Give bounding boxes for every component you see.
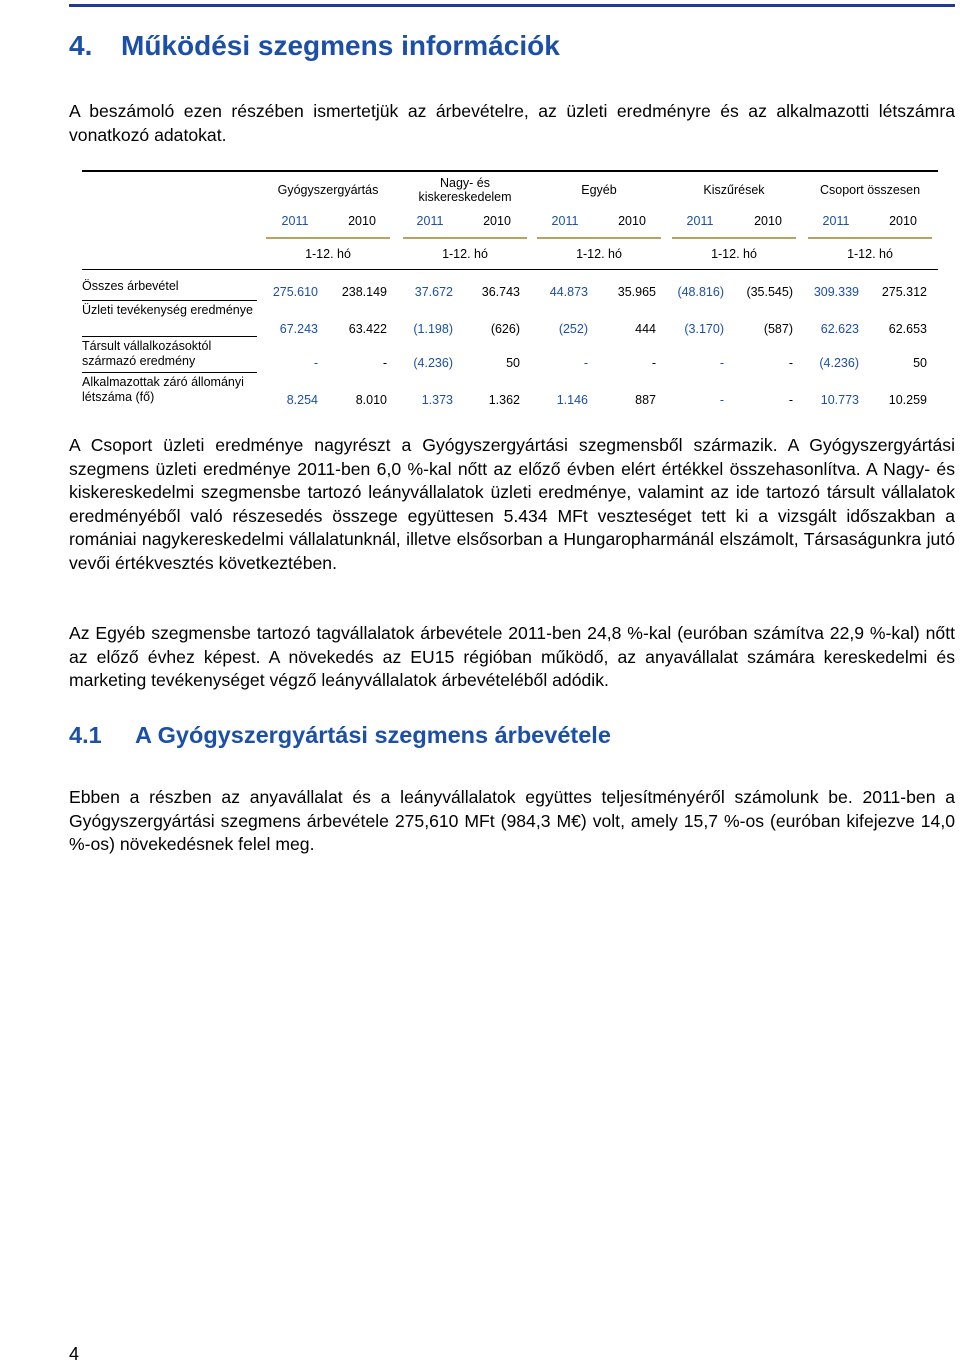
table-cell: -: [788, 356, 793, 370]
table-cell: 35.965: [617, 285, 656, 299]
row-label-headcount: Alkalmazottak záró állományi létszáma (fő): [82, 375, 244, 404]
subsection-title: A Gyógyszergyártási szegmens árbevétele: [135, 722, 611, 748]
year-header: 2011: [551, 214, 579, 228]
table-cell: 444: [635, 322, 656, 336]
segment-underline: [537, 237, 661, 239]
table-cell: 50: [913, 356, 927, 370]
table-cell: -: [382, 356, 387, 370]
table-cell: 8.010: [355, 393, 387, 407]
table-cell: -: [583, 356, 588, 370]
table-cell: -: [719, 356, 724, 370]
table-cell: (1.198): [413, 322, 453, 336]
year-header: 2010: [618, 214, 646, 228]
year-header: 2011: [686, 214, 714, 228]
year-header: 2010: [754, 214, 782, 228]
segment-underline: [266, 237, 390, 239]
page-number: 4: [69, 1344, 80, 1364]
segment-underline: [403, 237, 527, 239]
table-cell: 62.653: [888, 322, 927, 336]
table-cell: 10.259: [888, 393, 927, 407]
table-cell: (626): [490, 322, 520, 336]
table-cell: (4.236): [819, 356, 859, 370]
segment-table: [0, 0, 960, 420]
table-cell: 1.373: [421, 393, 453, 407]
table-cell: 10.773: [820, 393, 859, 407]
row-rule-2: [82, 336, 257, 337]
period-header: 1-12. hó: [442, 247, 488, 261]
table-cell: -: [788, 393, 793, 407]
table-top-rule: [82, 170, 938, 172]
table-cell: 1.146: [556, 393, 588, 407]
table-cell: 50: [506, 356, 520, 370]
paragraph-group-result: A Csoport üzleti eredménye nagyrészt a Gyógyszergyártási szegmensből származik. A Gyógyszergyártási szegmens üzleti eredménye 2011-ben 6,0 %-kal nőtt az előző évben elért értékkel összehasonlítva. A Nagy- és kiskereskedelmi szegmensbe tartozó leányvállalatok üzleti eredménye, valamint az ide tartozó társult vállalatok eredményéből való részesedés összege együttesen 5.434 MFt veszteséget tett ki a vizsgált időszakban a romániai nagykereskedelmi vállalatunknál, illetve elsősorban a Hungaropharmánál elszámolt, Társaságunkra jutó vevői értékvesztés következtében.: [69, 435, 955, 573]
paragraph-pharma-revenue: Ebben a részben az anyavállalat és a leányvállalatok együttes teljesítményéről számolunk be. 2011-ben a Gyógyszergyártási szegmens árbevétele 275,610 MFt (984,3 M€) volt, amely 15,7 %-os (euróban kifejezve 14,0 %-os) növekedésnek felel meg.: [69, 787, 955, 855]
subsection-heading: [69, 722, 611, 749]
segment-header-wholesale: Nagy- és kiskereskedelem: [418, 176, 512, 204]
table-cell: 238.149: [341, 285, 387, 299]
row-label-operating-profit: Üzleti tevékenység eredménye: [82, 303, 253, 317]
year-header: 2011: [281, 214, 309, 228]
segment-header-pharma: Gyógyszergyártás: [277, 183, 379, 197]
table-cell: 62.623: [820, 322, 859, 336]
row-label-associates: Társult vállalkozásoktól származó eredmény: [82, 339, 212, 368]
table-cell: 887: [635, 393, 656, 407]
table-cell: 8.254: [286, 393, 318, 407]
period-header: 1-12. hó: [305, 247, 351, 261]
table-cell: 36.743: [481, 285, 520, 299]
segment-underline: [808, 237, 932, 239]
table-cell: -: [651, 356, 656, 370]
period-header: 1-12. hó: [576, 247, 622, 261]
row-label-revenue: Összes árbevétel: [82, 279, 179, 293]
table-cell: 275.312: [881, 285, 927, 299]
year-header: 2010: [483, 214, 511, 228]
table-cell: (35.545): [746, 285, 793, 299]
intro-paragraph: A beszámoló ezen részében ismertetjük az árbevételre, az üzleti eredményre és az alkalmazotti létszámra vonatkozó adatokat.: [69, 101, 955, 145]
segment-header-group-total: Csoport összesen: [819, 183, 921, 197]
table-header-rule: [82, 269, 938, 270]
period-header: 1-12. hó: [711, 247, 757, 261]
table-cell: 63.422: [348, 322, 387, 336]
table-cell: (48.816): [677, 285, 724, 299]
table-cell: -: [719, 393, 724, 407]
row-rule-1: [82, 300, 257, 301]
table-cell: (252): [558, 322, 588, 336]
year-header: 2011: [822, 214, 850, 228]
table-cell: 275.610: [272, 285, 318, 299]
segment-header-eliminations: Kiszűrések: [703, 183, 765, 197]
table-cell: 37.672: [414, 285, 453, 299]
year-header: 2011: [416, 214, 444, 228]
section-title: Működési szegmens információk: [121, 30, 560, 61]
year-header: 2010: [889, 214, 917, 228]
row-rule-3: [82, 372, 257, 373]
table-cell: 67.243: [279, 322, 318, 336]
paragraph-other-segment: Az Egyéb szegmensbe tartozó tagvállalatok árbevétele 2011-ben 24,8 %-kal (euróban számítva 22,9 %-kal) nőtt az előző évhez képest. A növekedés az EU15 régióban működő, az anyavállalat számára kereskedelmi és marketing tevékenységet végző leányvállalatok árbevételéből adódik.: [69, 623, 955, 691]
table-cell: 44.873: [549, 285, 588, 299]
table-cell: 309.339: [813, 285, 859, 299]
table-cell: (4.236): [413, 356, 453, 370]
section-number: 4.: [69, 30, 93, 61]
subsection-number: 4.1: [69, 722, 102, 748]
table-cell: -: [313, 356, 318, 370]
table-cell: (587): [763, 322, 793, 336]
period-header: 1-12. hó: [847, 247, 893, 261]
table-cell: (3.170): [684, 322, 724, 336]
segment-header-other: Egyéb: [581, 183, 617, 197]
segment-underline: [672, 237, 796, 239]
table-cell: 1.362: [488, 393, 520, 407]
year-header: 2010: [348, 214, 376, 228]
